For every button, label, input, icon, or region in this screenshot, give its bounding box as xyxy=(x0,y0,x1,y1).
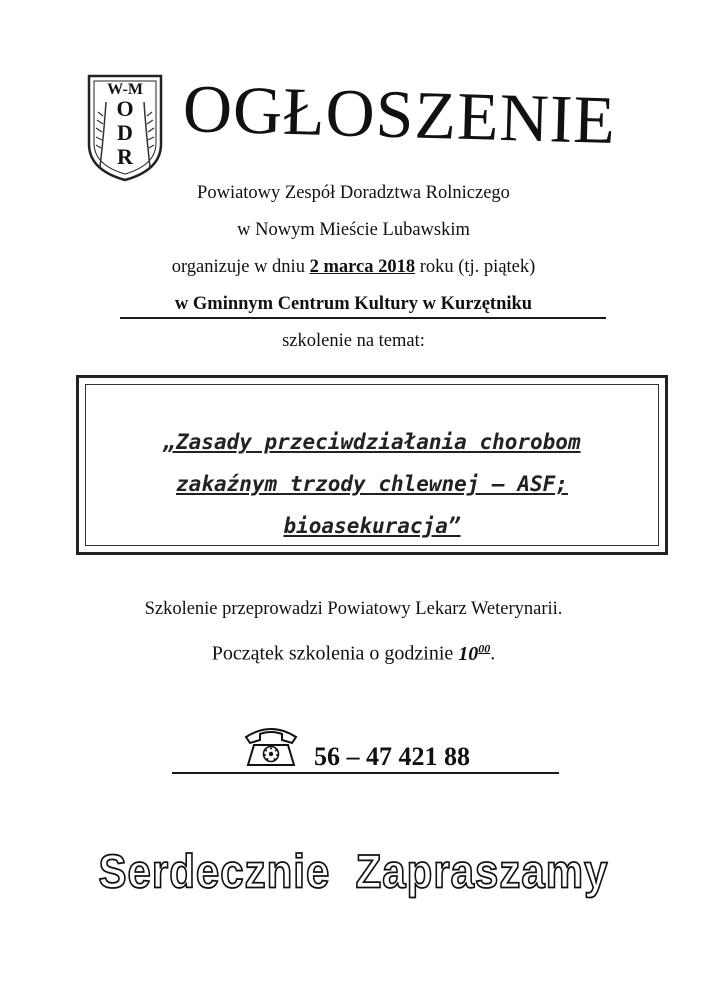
organizer-line: Powiatowy Zespół Doradztwa Rolniczego xyxy=(197,183,510,203)
topic-line-2: zakaźnym trzody chlewnej – ASF; xyxy=(176,472,568,496)
topic-line-3: bioasekuracja” xyxy=(283,514,461,538)
date-prefix: organizuje w dniu xyxy=(171,257,310,277)
venue-line: w Gminnym Centrum Kultury w Kurzętniku xyxy=(174,294,533,314)
telephone-icon xyxy=(242,723,300,769)
start-hour: 10 xyxy=(458,642,479,665)
closing-text: Serdecznie Zapraszamy xyxy=(98,845,609,898)
topic-box xyxy=(76,375,668,555)
event-date-line xyxy=(0,255,707,279)
venue-underline xyxy=(120,317,606,319)
event-date: 2 marca 2018 xyxy=(309,257,416,277)
topic-line-1: „Zasady przeciwdziałania chorobom xyxy=(163,430,581,454)
phone-number: 56 – 47 421 88 xyxy=(314,742,470,771)
start-time-suffix: . xyxy=(490,642,496,665)
start-minutes: 00 xyxy=(478,641,491,655)
closing-invitation xyxy=(0,847,707,897)
start-time-prefix: Początek szkolenia o godzinie xyxy=(211,642,459,665)
topic-box-inner xyxy=(85,384,659,546)
wmodr-logo-graphic xyxy=(86,72,164,182)
logo-letter-r: R xyxy=(117,144,133,169)
organizer-location: w Nowym Mieście Lubawskim xyxy=(237,220,470,240)
logo-letter-o: O xyxy=(116,96,134,121)
phone-underline xyxy=(172,772,559,774)
wmodr-logo xyxy=(86,72,164,182)
start-time-line xyxy=(0,636,707,666)
lecturer-line: Szkolenie przeprowadzi Powiatowy Lekarz Weterynarii. xyxy=(144,599,563,619)
topic-lead: szkolenie na temat: xyxy=(282,331,425,351)
date-suffix: roku (tj. piątek) xyxy=(415,257,536,277)
page-title: OGŁOSZENIE xyxy=(181,70,617,159)
logo-top-text: W-M xyxy=(107,81,143,98)
logo-letter-d: D xyxy=(117,120,133,145)
topic-text xyxy=(86,421,658,547)
